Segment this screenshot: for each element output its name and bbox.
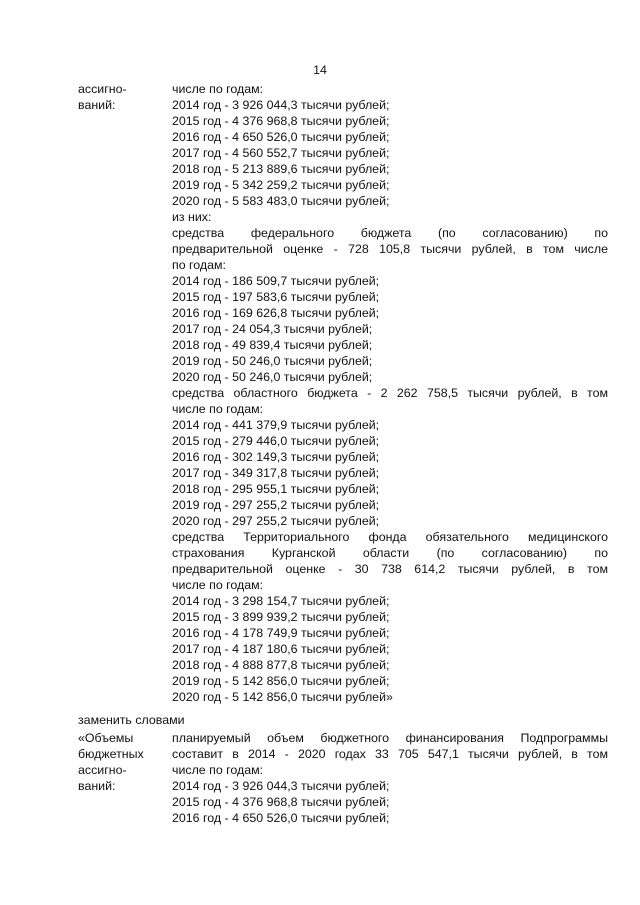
left-column-line: ассигно- [78,763,127,777]
text-line: 2015 год - 4 376 968,8 тысячи рублей; [172,795,390,809]
left-column-line: ассигно- [78,82,127,96]
text-line: 2019 год - 5 342 259,2 тысячи рублей; [172,178,390,192]
text-line: 2015 год - 197 583,6 тысячи рублей; [172,290,380,304]
text-line: 2019 год - 5 142 856,0 тысячи рублей; [172,674,390,688]
text-line: числе по годам: [172,402,264,416]
text-line: числе по годам: [172,82,264,96]
text-line: 2014 год - 186 509,7 тысячи рублей; [172,274,380,288]
text-line: страхования Курганской области (по согласованию) по [172,546,608,560]
text-line: 2015 год - 4 376 968,8 тысячи рублей; [172,114,390,128]
text-line: 2019 год - 297 255,2 тысячи рублей; [172,498,380,512]
text-line: 2018 год - 295 955,1 тысячи рублей; [172,482,380,496]
text-line: 2020 год - 5 142 856,0 тысячи рублей» [172,690,393,704]
text-line: 2017 год - 4 560 552,7 тысячи рублей; [172,146,390,160]
left-column-line: ваний: [78,98,116,112]
left-column-line: бюджетных [78,747,144,761]
text-line: 2015 год - 279 446,0 тысячи рублей; [172,434,380,448]
text-line: 2016 год - 4 178 749,9 тысячи рублей; [172,626,390,640]
text-line: 2014 год - 441 379,9 тысячи рублей; [172,418,380,432]
text-line: из них: [172,210,212,224]
text-line: составит в 2014 - 2020 годах 33 705 547,1 тысячи рублей, в том [172,747,608,761]
text-line: 2018 год - 49 839,4 тысячи рублей; [172,338,373,352]
text-line: 2020 год - 50 246,0 тысячи рублей; [172,370,373,384]
text-line: планируемый объем бюджетного финансирования Подпрограммы [172,731,608,745]
text-line: 2014 год - 3 926 044,3 тысячи рублей; [172,779,390,793]
text-line: 2020 год - 297 255,2 тысячи рублей; [172,514,380,528]
text-line: средства Территориального фонда обязательного медицинского [172,530,608,544]
text-line: средства областного бюджета - 2 262 758,5 тысячи рублей, в том [172,386,608,400]
text-line: 2019 год - 50 246,0 тысячи рублей; [172,354,373,368]
text-line: 2017 год - 4 187 180,6 тысячи рублей; [172,642,390,656]
text-line: предварительной оценке - 30 738 614,2 тысячи рублей, в том [172,562,608,576]
text-line: предварительной оценке - 728 105,8 тысячи рублей, в том числе [172,242,608,256]
replace-phrase: заменить словами [78,713,185,727]
text-line: 2017 год - 349 317,8 тысячи рублей; [172,466,380,480]
text-line: 2018 год - 4 888 877,8 тысячи рублей; [172,658,390,672]
text-line: 2016 год - 302 149,3 тысячи рублей; [172,450,380,464]
text-line: числе по годам: [172,763,264,777]
text-line: 2016 год - 169 626,8 тысячи рублей; [172,306,380,320]
text-line: 2015 год - 3 899 939,2 тысячи рублей; [172,610,390,624]
text-line: 2014 год - 3 298 154,7 тысячи рублей; [172,594,390,608]
text-line: средства федерального бюджета (по согласованию) по [172,226,608,240]
text-line: 2014 год - 3 926 044,3 тысячи рублей; [172,98,390,112]
text-line: 2016 год - 4 650 526,0 тысячи рублей; [172,130,390,144]
left-column-line: ваний: [78,779,116,793]
text-line: 2017 год - 24 054,3 тысячи рублей; [172,322,373,336]
text-line: 2018 год - 5 213 889,6 тысячи рублей; [172,162,390,176]
text-line: числе по годам: [172,578,264,592]
text-line: по годам: [172,258,226,272]
text-line: 2020 год - 5 583 483,0 тысячи рублей; [172,194,390,208]
text-line: 2016 год - 4 650 526,0 тысячи рублей; [172,811,390,825]
page-number: 14 [313,63,327,77]
left-column-line: «Объемы [78,731,134,745]
